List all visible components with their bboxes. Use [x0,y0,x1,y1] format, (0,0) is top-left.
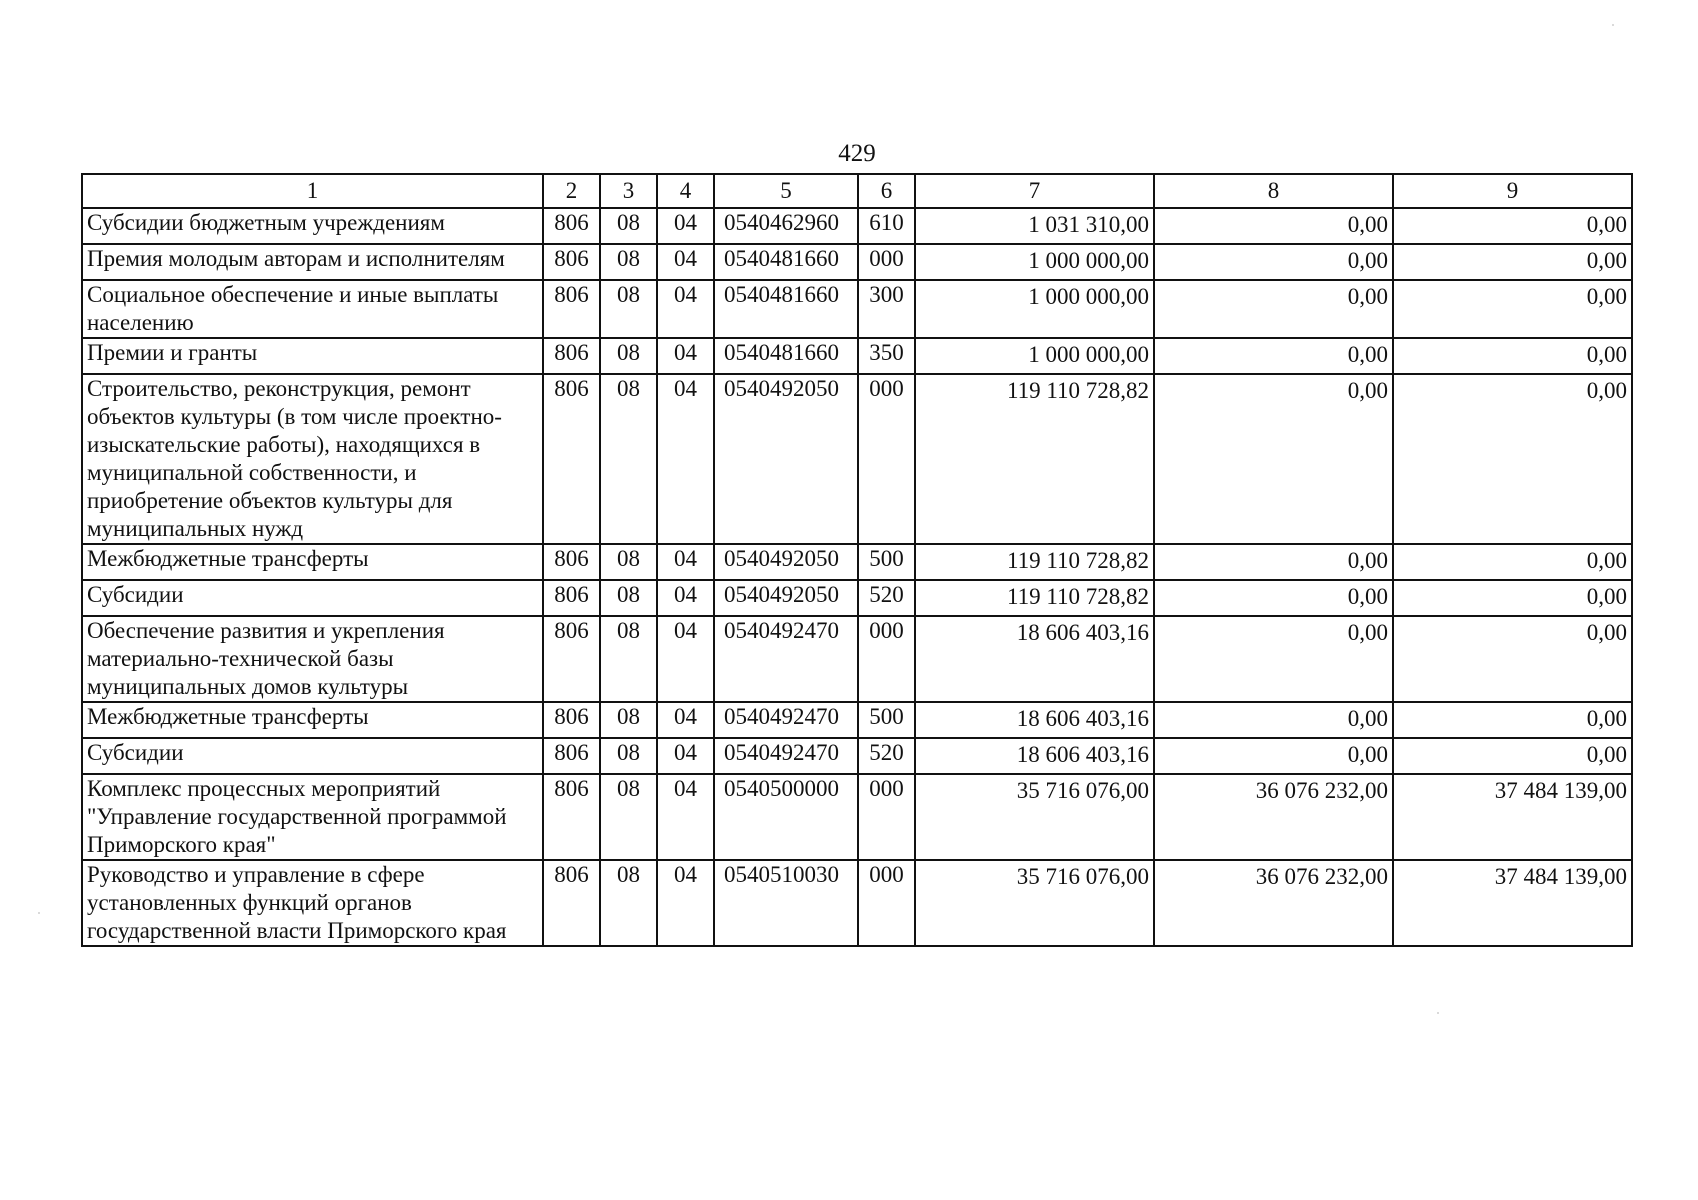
row-amount-col8 [1154,374,1393,544]
row-ministry-code: 806 [543,580,600,616]
amount-value: 0,00 [1347,248,1388,273]
row-section-code: 08 [600,280,657,338]
amount-value: 119 110 728,82 [1006,584,1149,609]
table-row [82,338,1632,374]
row-expense-type-code: 000 [858,244,915,280]
amount-value: 36 076 232,00 [1255,864,1388,889]
amount-value: 0,00 [1347,378,1388,403]
table-row [82,860,1632,946]
row-amount-col8 [1154,702,1393,738]
column-header-2: 2 [543,174,600,208]
row-ministry-code: 806 [543,544,600,580]
row-section-code: 08 [600,208,657,244]
row-amount-col7 [915,580,1154,616]
amount-value: 0,00 [1586,548,1627,573]
row-amount-col7 [915,338,1154,374]
row-amount-col7 [915,374,1154,544]
column-header-5: 5 [714,174,858,208]
row-section-code: 08 [600,860,657,946]
row-name: Строительство, реконструкция, ремонт объектов культуры (в том числе проектно-изыскательские работы), находящихся в муниципальной собственности, и приобретение объектов культуры для муниципальных нужд [82,374,543,544]
row-name: Социальное обеспечение и иные выплаты населению [82,280,543,338]
row-section-code: 08 [600,702,657,738]
row-target-code: 0540492050 [714,374,858,544]
row-amount-col8 [1154,738,1393,774]
row-section-code: 08 [600,374,657,544]
amount-value: 36 076 232,00 [1255,778,1388,803]
amount-value: 1 000 000,00 [1028,248,1149,273]
row-ministry-code: 806 [543,774,600,860]
column-header-6: 6 [858,174,915,208]
table-row [82,374,1632,544]
amount-value: 0,00 [1347,212,1388,237]
row-name: Обеспечение развития и укрепления материально-технической базы муниципальных домов культуры [82,616,543,702]
row-amount-col8 [1154,244,1393,280]
row-amount-col7 [915,616,1154,702]
row-amount-col8 [1154,544,1393,580]
scan-speck [38,912,40,914]
row-target-code: 0540500000 [714,774,858,860]
amount-value: 0,00 [1586,248,1627,273]
scan-speck [1612,24,1614,26]
row-amount-col9 [1393,374,1632,544]
row-ministry-code: 806 [543,374,600,544]
row-amount-col9 [1393,616,1632,702]
row-subsection-code: 04 [657,774,714,860]
table-row [82,208,1632,244]
row-expense-type-code: 500 [858,702,915,738]
row-amount-col9 [1393,338,1632,374]
row-expense-type-code: 300 [858,280,915,338]
amount-value: 0,00 [1347,342,1388,367]
amount-value: 0,00 [1586,706,1627,731]
row-amount-col7 [915,702,1154,738]
scan-speck [1437,1012,1439,1014]
row-expense-type-code: 000 [858,774,915,860]
row-amount-col8 [1154,860,1393,946]
row-expense-type-code: 350 [858,338,915,374]
row-expense-type-code: 520 [858,738,915,774]
row-section-code: 08 [600,544,657,580]
row-amount-col9 [1393,580,1632,616]
row-section-code: 08 [600,244,657,280]
amount-value: 0,00 [1586,742,1627,767]
amount-value: 119 110 728,82 [1006,548,1149,573]
row-amount-col9 [1393,860,1632,946]
row-amount-col7 [915,208,1154,244]
row-expense-type-code: 000 [858,860,915,946]
row-amount-col9 [1393,208,1632,244]
row-expense-type-code: 610 [858,208,915,244]
header-row [82,174,1632,208]
row-target-code: 0540492470 [714,738,858,774]
row-subsection-code: 04 [657,702,714,738]
row-expense-type-code: 520 [858,580,915,616]
row-subsection-code: 04 [657,338,714,374]
row-expense-type-code: 500 [858,544,915,580]
row-ministry-code: 806 [543,738,600,774]
column-header-4: 4 [657,174,714,208]
row-ministry-code: 806 [543,860,600,946]
table-row [82,544,1632,580]
amount-value: 1 000 000,00 [1028,284,1149,309]
amount-value: 37 484 139,00 [1494,864,1627,889]
row-subsection-code: 04 [657,244,714,280]
row-amount-col9 [1393,702,1632,738]
amount-value: 37 484 139,00 [1494,778,1627,803]
row-name: Руководство и управление в сфере установленных функций органов государственной власти Приморского края [82,860,543,946]
column-header-3: 3 [600,174,657,208]
budget-table [81,173,1633,947]
row-subsection-code: 04 [657,208,714,244]
row-amount-col8 [1154,774,1393,860]
row-amount-col7 [915,860,1154,946]
amount-value: 0,00 [1586,212,1627,237]
row-name: Межбюджетные трансферты [82,544,543,580]
row-subsection-code: 04 [657,374,714,544]
row-amount-col8 [1154,338,1393,374]
row-name: Премия молодым авторам и исполнителям [82,244,543,280]
row-name: Субсидии [82,738,543,774]
row-subsection-code: 04 [657,616,714,702]
row-name: Комплекс процессных мероприятий "Управление государственной программой Приморского края" [82,774,543,860]
row-subsection-code: 04 [657,860,714,946]
amount-value: 0,00 [1347,706,1388,731]
row-subsection-code: 04 [657,738,714,774]
amount-value: 1 031 310,00 [1028,212,1149,237]
amount-value: 0,00 [1347,548,1388,573]
row-target-code: 0540481660 [714,280,858,338]
row-section-code: 08 [600,338,657,374]
table-row [82,580,1632,616]
amount-value: 0,00 [1347,284,1388,309]
row-target-code: 0540492050 [714,544,858,580]
row-amount-col9 [1393,244,1632,280]
table-row [82,616,1632,702]
row-section-code: 08 [600,774,657,860]
row-subsection-code: 04 [657,580,714,616]
row-name: Субсидии [82,580,543,616]
row-amount-col9 [1393,280,1632,338]
amount-value: 119 110 728,82 [1006,378,1149,403]
row-amount-col8 [1154,616,1393,702]
row-target-code: 0540492470 [714,616,858,702]
amount-value: 0,00 [1586,342,1627,367]
row-ministry-code: 806 [543,702,600,738]
amount-value: 35 716 076,00 [1016,778,1149,803]
row-expense-type-code: 000 [858,616,915,702]
table-row [82,774,1632,860]
row-name: Премии и гранты [82,338,543,374]
amount-value: 18 606 403,16 [1016,620,1149,645]
row-target-code: 0540481660 [714,338,858,374]
row-ministry-code: 806 [543,244,600,280]
row-ministry-code: 806 [543,208,600,244]
row-name: Межбюджетные трансферты [82,702,543,738]
amount-value: 0,00 [1347,620,1388,645]
table-row [82,702,1632,738]
row-ministry-code: 806 [543,338,600,374]
amount-value: 18 606 403,16 [1016,742,1149,767]
row-amount-col8 [1154,280,1393,338]
amount-value: 1 000 000,00 [1028,342,1149,367]
table-row [82,280,1632,338]
amount-value: 35 716 076,00 [1016,864,1149,889]
row-ministry-code: 806 [543,616,600,702]
amount-value: 0,00 [1586,378,1627,403]
row-amount-col9 [1393,774,1632,860]
column-header-8: 8 [1154,174,1393,208]
column-header-9: 9 [1393,174,1632,208]
table-row [82,244,1632,280]
row-amount-col9 [1393,544,1632,580]
amount-value: 0,00 [1586,584,1627,609]
row-expense-type-code: 000 [858,374,915,544]
column-header-7: 7 [915,174,1154,208]
row-target-code: 0540481660 [714,244,858,280]
table-body [82,208,1632,946]
row-target-code: 0540462960 [714,208,858,244]
row-amount-col7 [915,774,1154,860]
row-ministry-code: 806 [543,280,600,338]
row-amount-col8 [1154,580,1393,616]
amount-value: 0,00 [1586,620,1627,645]
row-subsection-code: 04 [657,544,714,580]
row-target-code: 0540492050 [714,580,858,616]
row-amount-col8 [1154,208,1393,244]
row-amount-col9 [1393,738,1632,774]
amount-value: 0,00 [1586,284,1627,309]
row-target-code: 0540492470 [714,702,858,738]
amount-value: 0,00 [1347,584,1388,609]
row-amount-col7 [915,738,1154,774]
amount-value: 18 606 403,16 [1016,706,1149,731]
row-section-code: 08 [600,580,657,616]
amount-value: 0,00 [1347,742,1388,767]
row-subsection-code: 04 [657,280,714,338]
column-header-1: 1 [82,174,543,208]
row-amount-col7 [915,280,1154,338]
row-name: Субсидии бюджетным учреждениям [82,208,543,244]
row-target-code: 0540510030 [714,860,858,946]
page-number: 429 [838,140,876,167]
table-header [82,174,1632,208]
row-section-code: 08 [600,616,657,702]
row-amount-col7 [915,244,1154,280]
row-section-code: 08 [600,738,657,774]
row-amount-col7 [915,544,1154,580]
table-row [82,738,1632,774]
